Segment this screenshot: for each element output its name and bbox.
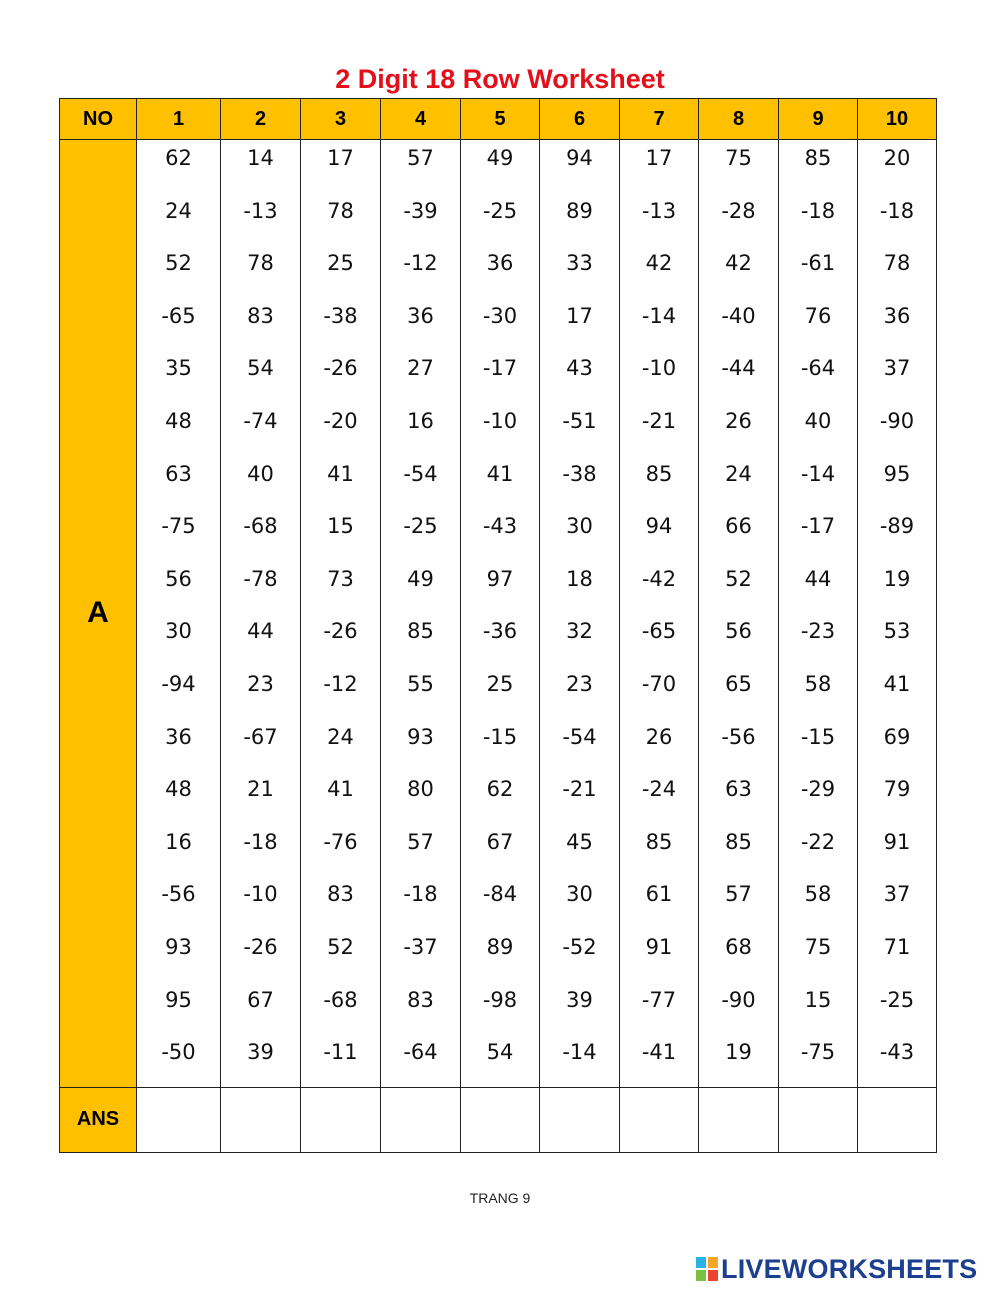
header-col-3: 3 (301, 99, 381, 140)
number-cell: 49 (407, 566, 434, 591)
number-cell: 32 (566, 619, 593, 644)
number-cell: 80 (407, 777, 434, 802)
answer-cell-4[interactable] (381, 1087, 461, 1152)
number-cell: 67 (486, 829, 514, 854)
answer-label: ANS (60, 1087, 137, 1152)
number-cell: 54 (247, 356, 274, 381)
number-cell: -38 (323, 303, 358, 328)
number-cell: 76 (804, 303, 832, 328)
number-cell: 15 (327, 514, 354, 539)
number-cell: -90 (879, 408, 915, 433)
number-column-9 (779, 140, 858, 1088)
number-cell: -64 (800, 356, 836, 381)
answer-cell-5[interactable] (461, 1087, 540, 1152)
number-cell: -15 (800, 724, 836, 749)
row-label-a: A (60, 140, 137, 1088)
number-cell: -54 (403, 461, 438, 486)
number-cell: 36 (486, 251, 514, 276)
number-cell: 25 (486, 671, 514, 696)
number-cell: 15 (804, 987, 832, 1012)
number-cell: 95 (165, 987, 192, 1012)
number-cell: 78 (247, 251, 274, 276)
number-cell: 85 (645, 829, 673, 854)
number-cell: 57 (725, 882, 752, 907)
answer-cell-10[interactable] (858, 1087, 937, 1152)
number-cell: 21 (247, 777, 274, 802)
number-column-3 (301, 140, 381, 1088)
answer-cell-2[interactable] (221, 1087, 301, 1152)
number-cell: -65 (161, 303, 196, 328)
number-cell: -56 (161, 882, 196, 907)
answer-cell-1[interactable] (137, 1087, 221, 1152)
number-cell: 75 (725, 146, 752, 170)
number-cell: -11 (323, 1040, 358, 1065)
number-cell: 36 (165, 724, 192, 749)
number-cell: 56 (165, 566, 192, 591)
number-cell: -14 (800, 461, 836, 486)
number-cell: 89 (486, 934, 514, 959)
number-cell: 39 (566, 987, 593, 1012)
header-col-6: 6 (540, 99, 620, 140)
number-cell: 48 (165, 408, 192, 433)
number-cell: -41 (641, 1040, 677, 1065)
number-cell: 16 (165, 829, 192, 854)
answer-cell-3[interactable] (301, 1087, 381, 1152)
number-cell: -17 (800, 514, 836, 539)
number-cell: 94 (645, 514, 673, 539)
number-cell: -25 (403, 514, 438, 539)
number-cell: -12 (403, 251, 438, 276)
number-cell: 23 (566, 671, 593, 696)
number-cell: -23 (800, 619, 836, 644)
number-cell: -54 (562, 724, 597, 749)
number-cell: 39 (247, 1040, 274, 1065)
number-cell: -21 (562, 777, 597, 802)
number-cell: 89 (566, 198, 593, 223)
number-column-4 (381, 140, 461, 1088)
number-cell: 41 (486, 461, 514, 486)
number-cell: 78 (327, 198, 354, 223)
number-cell: -40 (721, 303, 756, 328)
number-cell: 68 (725, 934, 752, 959)
number-cell: -14 (641, 303, 677, 328)
number-cell: -36 (482, 619, 518, 644)
number-cell: 37 (883, 356, 911, 381)
number-cell: -64 (403, 1040, 438, 1065)
number-cell: -44 (721, 356, 756, 381)
number-cell: 52 (725, 566, 752, 591)
number-cell: 30 (165, 619, 192, 644)
number-cell: 57 (407, 146, 434, 170)
number-cell: -78 (243, 566, 278, 591)
number-cell: 27 (407, 356, 434, 381)
number-cell: 95 (883, 461, 911, 486)
number-cell: -67 (243, 724, 278, 749)
number-cell: 62 (165, 146, 192, 170)
number-cell: 44 (247, 619, 274, 644)
number-cell: 41 (883, 671, 911, 696)
number-column-7 (620, 140, 699, 1088)
brand-name: LIVEWORKSHEETS (721, 1253, 978, 1284)
number-cell: -75 (161, 514, 196, 539)
header-col-5: 5 (461, 99, 540, 140)
number-cell: -26 (243, 934, 278, 959)
number-cell: 91 (645, 934, 673, 959)
number-cell: -43 (879, 1040, 915, 1065)
number-cell: 41 (327, 461, 354, 486)
number-cell: -24 (641, 777, 677, 802)
brand-logo[interactable] (696, 1254, 977, 1284)
number-cell: 40 (804, 408, 832, 433)
number-cell: 17 (327, 146, 354, 170)
number-cell: 53 (883, 619, 911, 644)
number-cell: -12 (323, 671, 358, 696)
number-cell: 37 (883, 882, 911, 907)
number-cell: -90 (721, 987, 756, 1012)
number-cell: 73 (327, 566, 354, 591)
number-cell: 97 (486, 566, 514, 591)
number-cell: 93 (407, 724, 434, 749)
number-cell: -30 (482, 303, 518, 328)
number-cell: 85 (725, 829, 752, 854)
number-cell: 19 (883, 566, 911, 591)
header-col-1: 1 (137, 99, 221, 140)
number-cell: 65 (725, 671, 752, 696)
header-col-10: 10 (858, 99, 937, 140)
number-cell: 69 (883, 724, 911, 749)
number-cell: 79 (883, 777, 911, 802)
number-cell: 45 (566, 829, 593, 854)
number-cell: -25 (482, 198, 518, 223)
number-cell: -56 (721, 724, 756, 749)
number-cell: 20 (883, 146, 911, 170)
number-cell: -42 (641, 566, 677, 591)
answer-cell-7[interactable] (620, 1087, 699, 1152)
number-cell: -18 (403, 882, 438, 907)
number-column-1 (137, 140, 221, 1088)
number-column-8 (699, 140, 779, 1088)
number-cell: 56 (725, 619, 752, 644)
header-no: NO (60, 99, 137, 140)
number-cell: 36 (407, 303, 434, 328)
number-cell: 75 (804, 934, 832, 959)
number-cell: 85 (645, 461, 673, 486)
number-cell: 19 (725, 1040, 752, 1065)
number-cell: 57 (407, 829, 434, 854)
answer-cell-8[interactable] (699, 1087, 779, 1152)
number-cell: -75 (800, 1040, 836, 1065)
number-cell: -77 (641, 987, 677, 1012)
number-cell: 43 (566, 356, 593, 381)
number-cell: 30 (566, 882, 593, 907)
number-cell: 52 (165, 251, 192, 276)
number-cell: 24 (165, 198, 192, 223)
number-cell: 30 (566, 514, 593, 539)
number-cell: -50 (161, 1040, 196, 1065)
number-cell: 17 (645, 146, 673, 170)
number-column-5 (461, 140, 540, 1088)
number-cell: 42 (725, 251, 752, 276)
number-cell: -74 (243, 408, 278, 433)
number-cell: -65 (641, 619, 677, 644)
number-cell: 71 (883, 934, 911, 959)
number-cell: 48 (165, 777, 192, 802)
number-cell: 94 (566, 146, 593, 170)
number-cell: -17 (482, 356, 518, 381)
number-cell: -21 (641, 408, 677, 433)
number-cell: 18 (566, 566, 593, 591)
number-cell: 83 (327, 882, 354, 907)
number-cell: 26 (645, 724, 673, 749)
number-column-2 (221, 140, 301, 1088)
number-cell: 67 (247, 987, 274, 1012)
number-column-6 (540, 140, 620, 1088)
header-col-7: 7 (620, 99, 699, 140)
number-cell: 66 (725, 514, 752, 539)
number-cell: -38 (562, 461, 597, 486)
number-cell: 17 (566, 303, 593, 328)
number-cell: 33 (566, 251, 593, 276)
number-cell: -94 (161, 671, 196, 696)
number-cell: 23 (247, 671, 274, 696)
number-cell: -98 (482, 987, 518, 1012)
header-col-2: 2 (221, 99, 301, 140)
number-cell: -68 (323, 987, 358, 1012)
number-cell: 26 (725, 408, 752, 433)
number-cell: 58 (804, 671, 832, 696)
number-cell: 91 (883, 829, 911, 854)
number-cell: -18 (243, 829, 278, 854)
number-cell: -13 (641, 198, 677, 223)
number-cell: 49 (486, 146, 514, 170)
number-cell: -10 (243, 882, 278, 907)
number-cell: 55 (407, 671, 434, 696)
number-cell: -22 (800, 829, 836, 854)
number-cell: 63 (725, 777, 752, 802)
number-cell: 83 (407, 987, 434, 1012)
number-cell: -70 (641, 671, 677, 696)
answer-cell-9[interactable] (779, 1087, 858, 1152)
number-cell: -43 (482, 514, 518, 539)
page-footer: TRANG 9 (469, 1190, 531, 1206)
header-col-8: 8 (699, 99, 779, 140)
number-cell: 40 (247, 461, 274, 486)
number-cell: 24 (725, 461, 752, 486)
number-cell: -15 (482, 724, 518, 749)
number-cell: 24 (327, 724, 354, 749)
number-cell: 63 (165, 461, 192, 486)
number-cell: 14 (247, 146, 274, 170)
number-cell: -76 (323, 829, 358, 854)
number-cell: -39 (403, 198, 438, 223)
number-cell: -26 (323, 619, 358, 644)
worksheet-table (59, 98, 937, 1153)
number-cell: 16 (407, 408, 434, 433)
number-cell: 61 (645, 882, 673, 907)
answer-cell-6[interactable] (540, 1087, 620, 1152)
number-cell: -14 (562, 1040, 597, 1065)
number-cell: -10 (482, 408, 518, 433)
number-column-10 (858, 140, 937, 1088)
number-cell: -61 (800, 251, 836, 276)
number-cell: -18 (800, 198, 836, 223)
number-cell: 36 (883, 303, 911, 328)
number-cell: -52 (562, 934, 597, 959)
number-cell: 85 (804, 146, 832, 170)
number-cell: -84 (482, 882, 518, 907)
number-cell: -89 (879, 514, 915, 539)
number-cell: -13 (243, 198, 278, 223)
number-cell: 62 (486, 777, 514, 802)
number-cell: -20 (323, 408, 358, 433)
number-cell: -28 (721, 198, 756, 223)
header-row (60, 99, 937, 140)
number-cell: -10 (641, 356, 677, 381)
number-cell: -18 (879, 198, 915, 223)
number-cell: 58 (804, 882, 832, 907)
number-cell: 93 (165, 934, 192, 959)
number-cell: 54 (486, 1040, 514, 1065)
number-cell: 85 (407, 619, 434, 644)
liveworksheets-logo-icon (696, 1257, 718, 1281)
number-cell: 42 (645, 251, 673, 276)
number-cell: -37 (403, 934, 438, 959)
answer-row (60, 1087, 937, 1152)
worksheet-title: 2 Digit 18 Row Worksheet (335, 64, 665, 94)
number-cell: -25 (879, 987, 915, 1012)
numbers-row (60, 140, 937, 1088)
header-col-4: 4 (381, 99, 461, 140)
number-cell: 52 (327, 934, 354, 959)
header-col-9: 9 (779, 99, 858, 140)
number-cell: -29 (800, 777, 836, 802)
number-cell: 83 (247, 303, 274, 328)
number-cell: -51 (562, 408, 597, 433)
number-cell: 35 (165, 356, 192, 381)
number-cell: -68 (243, 514, 278, 539)
number-cell: -26 (323, 356, 358, 381)
number-cell: 78 (883, 251, 911, 276)
number-cell: 41 (327, 777, 354, 802)
number-cell: 44 (804, 566, 832, 591)
number-cell: 25 (327, 251, 354, 276)
